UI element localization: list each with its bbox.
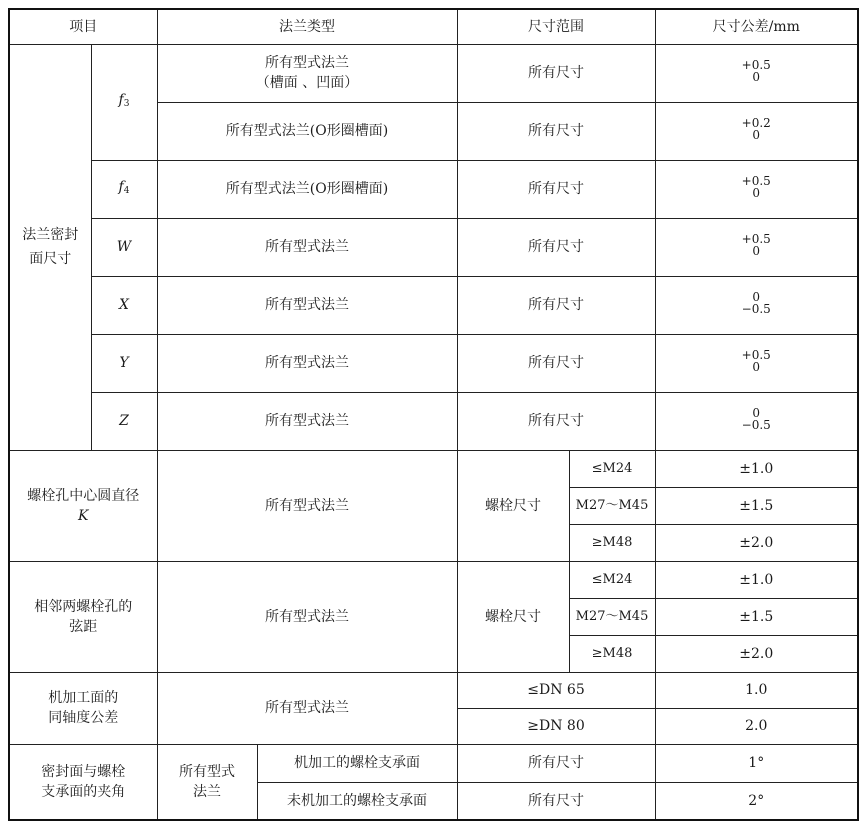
- bolt-circle-label-line2: K: [78, 507, 89, 524]
- size-range-cell: 所有尺寸: [457, 392, 655, 450]
- tolerance-cell: +0.5 0: [655, 160, 858, 218]
- tolerance-cell: 1°: [655, 744, 858, 782]
- flange-type-cell: 所有型式法兰(O形圈槽面): [157, 102, 457, 160]
- tolerance-cell: +0.5 0: [655, 218, 858, 276]
- tolerance-cell: 0 −0.5: [655, 392, 858, 450]
- table-row: [9, 44, 858, 102]
- bolt-size-cell: M27～M45: [569, 487, 655, 524]
- header-row: [9, 9, 858, 44]
- bolt-size-cell: ≥M48: [569, 635, 655, 672]
- angle-label-line2: 支承面的夹角: [41, 783, 126, 800]
- flange-type-cell: 所有型式法兰: [157, 450, 457, 561]
- angle-flange-type: [157, 744, 257, 820]
- tolerance-table: [8, 8, 859, 821]
- tolerance-cell: 1.0: [655, 672, 858, 708]
- flange-type-cell: 所有型式法兰: [157, 276, 457, 334]
- tolerance-cell: ±2.0: [655, 524, 858, 561]
- tolerance-cell: ±1.0: [655, 450, 858, 487]
- tolerance-cell: 2°: [655, 782, 858, 820]
- bolt-size-cell: ≤M24: [569, 450, 655, 487]
- symbol-y: Y: [91, 334, 157, 392]
- symbol-z: Z: [91, 392, 157, 450]
- bearing-surface-cell: 未机加工的螺栓支承面: [257, 782, 457, 820]
- table-row: [9, 450, 858, 487]
- tolerance-cell: +0.5 0: [655, 44, 858, 102]
- tolerance-cell: 2.0: [655, 708, 858, 744]
- size-range-cell: 所有尺寸: [457, 334, 655, 392]
- table-row: [9, 561, 858, 598]
- header-flange-type: 法兰类型: [157, 9, 457, 44]
- flange-type-cell: 所有型式法兰: [157, 672, 457, 744]
- tolerance-cell: 0 −0.5: [655, 276, 858, 334]
- bearing-surface-cell: 机加工的螺栓支承面: [257, 744, 457, 782]
- tolerance-cell: +0.5 0: [655, 334, 858, 392]
- angle-label: [9, 744, 157, 820]
- flange-type-line1: 所有型式法兰: [265, 55, 349, 71]
- flange-type-line2: （槽面 、凹面）: [255, 75, 359, 91]
- tolerance-cell: ±1.0: [655, 561, 858, 598]
- angle-label-line1: 密封面与螺栓: [41, 763, 126, 780]
- table-row: [9, 744, 858, 782]
- angle-flange-type-line2: 法兰: [193, 783, 221, 800]
- size-range-cell: 所有尺寸: [457, 276, 655, 334]
- table-row: [9, 276, 858, 334]
- flange-type-cell: 所有型式法兰: [157, 218, 457, 276]
- table-row: [9, 392, 858, 450]
- size-range-cell: 所有尺寸: [457, 160, 655, 218]
- header-size-range: 尺寸范围: [457, 9, 655, 44]
- angle-flange-type-line1: 所有型式: [179, 763, 235, 780]
- tolerance-cell: ±2.0: [655, 635, 858, 672]
- size-range-cell: 所有尺寸: [457, 782, 655, 820]
- flange-type-cell: 所有型式法兰: [157, 561, 457, 672]
- symbol-f3: $f_3$: [91, 44, 157, 160]
- chord-label: [9, 561, 157, 672]
- coaxial-label: [9, 672, 157, 744]
- bolt-size-cell: ≥M48: [569, 524, 655, 561]
- symbol-x: X: [91, 276, 157, 334]
- size-range-cell: 所有尺寸: [457, 44, 655, 102]
- coaxial-label-line2: 同轴度公差: [48, 710, 119, 726]
- symbol-w: W: [91, 218, 157, 276]
- bolt-size-label: 螺栓尺寸: [457, 450, 569, 561]
- table-row: [9, 160, 858, 218]
- size-range-cell: ≤DN 65: [457, 672, 655, 708]
- tolerance-cell: +0.2 0: [655, 102, 858, 160]
- size-range-cell: ≥DN 80: [457, 708, 655, 744]
- chord-label-line2: 弦距: [69, 618, 98, 635]
- table-row: [9, 672, 858, 708]
- size-range-cell: 所有尺寸: [457, 218, 655, 276]
- header-item: 项目: [9, 9, 157, 44]
- size-range-cell: 所有尺寸: [457, 744, 655, 782]
- table-row: [9, 218, 858, 276]
- bolt-size-label: 螺栓尺寸: [457, 561, 569, 672]
- bolt-size-cell: ≤M24: [569, 561, 655, 598]
- chord-label-line1: 相邻两螺栓孔的: [34, 598, 133, 615]
- flange-type-cell: 所有型式法兰(O形圈槽面): [157, 160, 457, 218]
- symbol-f4: $f_4$: [91, 160, 157, 218]
- bolt-circle-label: [9, 450, 157, 561]
- header-tolerance: 尺寸公差/mm: [655, 9, 858, 44]
- flange-type-cell: 所有型式法兰: [157, 334, 457, 392]
- coaxial-label-line1: 机加工面的: [48, 690, 119, 706]
- sealing-group-text: 法兰密封面尺寸: [22, 227, 79, 267]
- tolerance-cell: ±1.5: [655, 487, 858, 524]
- size-range-cell: 所有尺寸: [457, 102, 655, 160]
- sealing-group-label: [9, 44, 91, 450]
- flange-type-cell: 所有型式法兰: [157, 392, 457, 450]
- bolt-circle-label-line1: 螺栓孔中心圆直径: [27, 487, 140, 504]
- tolerance-cell: ±1.5: [655, 598, 858, 635]
- table-row: [9, 334, 858, 392]
- flange-type-cell: [157, 44, 457, 102]
- bolt-size-cell: M27～M45: [569, 598, 655, 635]
